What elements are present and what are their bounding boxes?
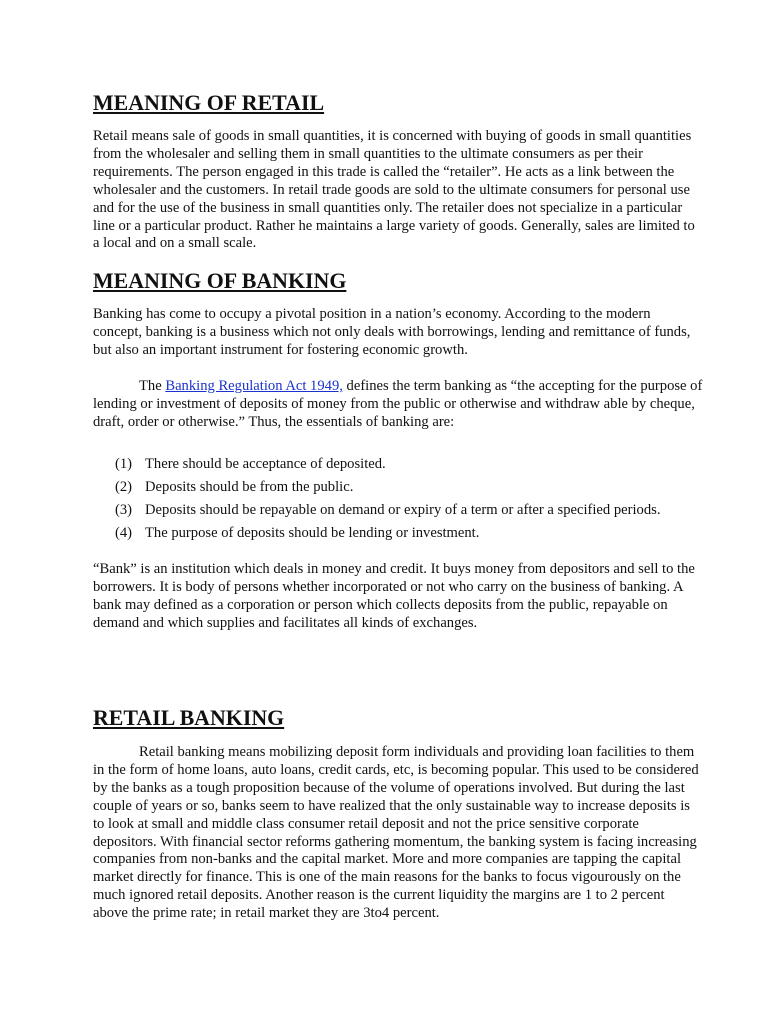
banking-regulation-act-link[interactable]: Banking Regulation Act 1949,	[165, 378, 343, 394]
list-item-number: (4)	[115, 525, 133, 541]
list-item	[115, 456, 755, 479]
banking-act-prefix: The	[139, 378, 166, 394]
list-item	[115, 502, 755, 525]
list-item-number: (2)	[115, 479, 133, 495]
list-item	[115, 479, 755, 502]
heading-retail-banking: RETAIL BANKING	[93, 705, 285, 730]
heading-meaning-of-banking: MEANING OF BANKING	[93, 268, 347, 293]
list-item-text: Deposits should be from the public.	[145, 479, 354, 495]
list-item-text: Deposits should be repayable on demand or expiry of a term or after a specified periods.	[145, 502, 661, 518]
list-item-number: (1)	[115, 456, 133, 472]
paragraph-banking-act	[93, 378, 703, 432]
list-item	[115, 525, 755, 548]
heading-meaning-of-retail: MEANING OF RETAIL	[93, 90, 325, 115]
banking-essentials-list	[93, 456, 755, 548]
list-item-number: (3)	[115, 502, 133, 518]
paragraph-retail-banking: Retail banking means mobilizing deposit form individuals and providing loan facilities to them in the form of home loans, auto loans, credit cards, etc, is becoming popular. This used to be considered by the banks as a tough proposition because of the volume of operations involved. But during the last couple of years or so, banks seem to have realized that the only sustainable way to increase deposits is to look at small and middle class consumer retail deposit and not the price sensitive corporate depositors. With financial sector reforms gathering momentum, the banking system is facing increasing companies from non-banks and the capital market. More and more companies are tapping the capital market directly for finance. This is one of the main reasons for the banks to focus vigourously on the much ignored retail deposits. Another reason is the current liquidity the margins are 1 to 2 percent above the prime rate; in retail market they are 3to4 percent.	[93, 744, 699, 922]
list-item-text: There should be acceptance of deposited.	[145, 456, 386, 472]
list-item-text: The purpose of deposits should be lending or investment.	[145, 525, 480, 541]
paragraph-bank-definition: “Bank” is an institution which deals in money and credit. It buys money from depositors and sell to the borrowers. It is body of persons whether incorporated or not who carry on the business of banking. A bank may defined as a corporation or person which collects deposits from the public, repayable on demand and which supplies and facilitates all kinds of exchanges.	[93, 561, 695, 631]
paragraph-retail-definition: Retail means sale of goods in small quantities, it is concerned with buying of goods in small quantities from the wholesaler and selling them in small quantities to the ultimate consumers as per their requirements. The person engaged in this trade is called the “retailer”. He acts as a link between the wholesaler and the customers. In retail trade goods are sold to the ultimate consumers for personal use and for the use of the business in small quantities only. The retailer does not specialize in a particular line or a particular product. Rather he maintains a large variety of goods. Generally, sales are limited to a local and on a small scale.	[93, 128, 695, 252]
paragraph-banking-intro: Banking has come to occupy a pivotal position in a nation’s economy. According to the modern concept, banking is a business which not only deals with borrowings, lending and remittance of funds, but also an important instrument for fostering economic growth.	[93, 306, 691, 358]
banking-act-suffix: defines the term banking as “the accepting for the purpose of lending or investment of deposits of money from the public or otherwise and withdraw able by cheque, draft, order or otherwise.” Thus, the essentials of banking are:	[93, 378, 703, 430]
